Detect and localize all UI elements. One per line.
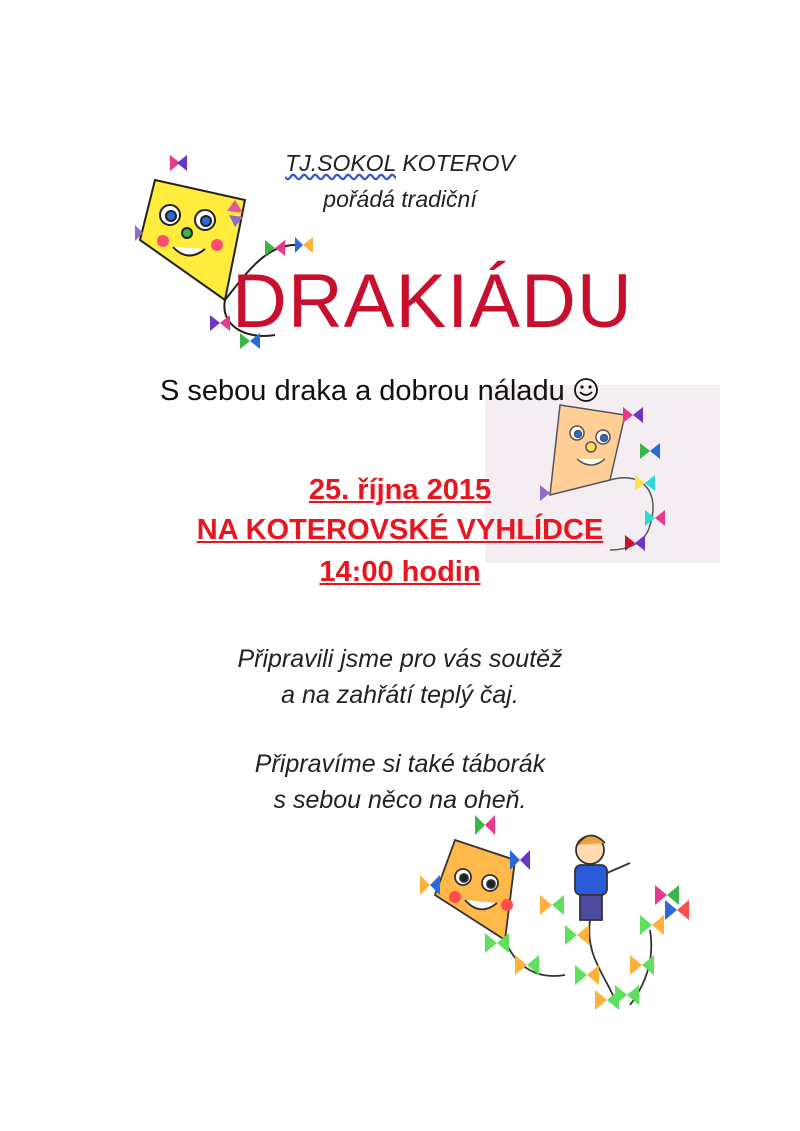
event-place: NA KOTEROVSKÉ VYHLÍDCE: [196, 514, 604, 546]
info-line-2: a na zahřátí teplý čaj.: [281, 681, 519, 709]
tagline-line: [160, 375, 599, 408]
tagline: S sebou draka a dobrou náladu: [160, 375, 565, 407]
event-title: DRAKIÁDU: [232, 259, 633, 344]
subtitle: pořádá tradiční: [323, 186, 477, 212]
event-time: 14:00 hodin: [319, 556, 481, 588]
organizer-name: TJ.SOKOL: [285, 150, 396, 176]
child-with-kites-illustration: [415, 815, 700, 1025]
info-line-1: Připravili jsme pro vás soutěž: [237, 645, 563, 673]
info-line-3: Připravíme si také táborák: [254, 750, 546, 778]
smiley-icon: [573, 377, 599, 403]
organizer-line: [0, 150, 800, 177]
organizer-location: KOTEROV: [395, 150, 515, 176]
info-line-4: s sebou něco na oheň.: [273, 786, 527, 814]
event-date: 25. října 2015: [308, 474, 492, 506]
